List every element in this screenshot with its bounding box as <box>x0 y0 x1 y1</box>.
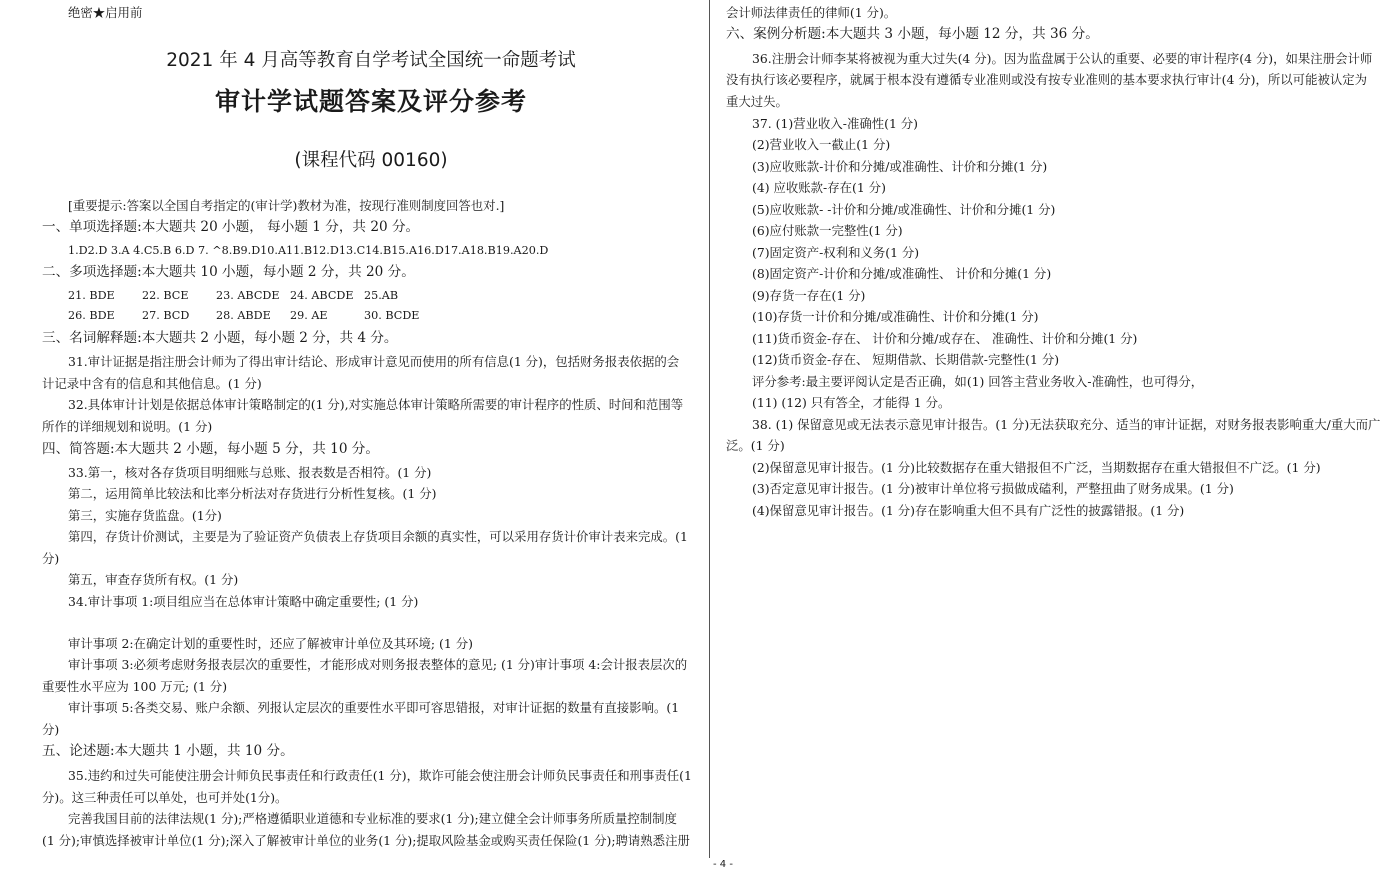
q37-item: (7)固定资产-权利和义务(1 分) <box>752 245 920 260</box>
answer-item: 30. BCDE <box>364 309 420 322</box>
q37-item: (12)货币资金-存在、 短期借款、长期借款-完整性(1 分) <box>752 352 1060 367</box>
document-title: 审计学试题答案及评分参考 <box>214 87 527 116</box>
q38-line-3: (3)否定意见审计报告。(1 分)被审计单位将亏损做成磕利，严整扭曲了财务成果。(1 分) <box>752 481 1234 496</box>
q35-line-1: 35.违约和过失可能使注册会计师负民事责任和行政责任(1 分)，欺诈可能会使注册会计师负民事责任和刑事责任(1 <box>68 768 692 783</box>
answer-item: 28. ABDE <box>216 309 271 322</box>
q36-line-1: 36.注册会计师李某将被视为重大过失(4 分)。因为监盘属于公认的重要、必要的审计程序(4 分)，如果注册会计师 <box>752 51 1373 66</box>
answer-item: 21. BDE <box>68 289 115 302</box>
column-divider <box>709 0 710 858</box>
q33-line-4-cont: 分) <box>42 551 60 566</box>
q37-scoring-note: 评分参考:最主要评阅认定是否正确，如(1) 回答主营业务收入-准确性，也可得分， <box>752 374 1204 389</box>
q37-item: (4) 应收账款-存在(1 分) <box>752 180 886 195</box>
course-code: (课程代码 00160) <box>294 150 448 171</box>
page-number: - 4 - <box>713 859 733 870</box>
q33-line-2: 第二，运用简单比较法和比率分析法对存货进行分析性复核。(1 分) <box>68 486 437 501</box>
q37-item: (10)存货一计价和分摊/或准确性、计价和分摊(1 分) <box>752 309 1039 324</box>
q34-line-5: 审计事项 5:各类交易、账户余额、列报认定层次的重要性水平即可容思错报，对审计证据的数量有直接影响。(1 <box>68 700 680 715</box>
section-3-heading: 三、名词解释题:本大题共 2 小题，每小题 2 分，共 4 分。 <box>42 330 398 346</box>
q38-line-1: 38. (1) 保留意见或无法表示意见审计报告。(1 分)无法获取充分、适当的审计证据，对财务报表影响重大/重大而广 <box>752 417 1381 432</box>
section-2-answers-row-2 <box>42 308 438 324</box>
q35-continuation: 会计师法律责任的律师(1 分)。 <box>726 5 897 20</box>
answer-item: 29. AE <box>290 309 328 322</box>
q36-line-3: 重大过失。 <box>726 94 788 109</box>
q34-line-3: 审计事项 3:必须考虑财务报表层次的重要性，才能形成对则务报表整体的意见; (1 分)审计事项 4:会计报表层次的 <box>68 657 688 672</box>
section-5-heading: 五、论述题:本大题共 1 小题，共 10 分。 <box>42 743 294 759</box>
answer-item: 25.AB <box>364 289 399 302</box>
q37-item: 37. (1)营业收入-准确性(1 分) <box>752 116 918 131</box>
q38-line-4: (4)保留意见审计报告。(1 分)存在影响重大但不具有广泛性的披露错报。(1 分) <box>752 503 1185 518</box>
q37-item: (3)应收账款-计价和分摊/或准确性、计价和分摊(1 分) <box>752 159 1048 174</box>
section-2-answers-row-1 <box>42 288 438 304</box>
q34-line-2: 审计事项 2:在确定计划的重要性时，还应了解被审计单位及其环境; (1 分) <box>68 636 473 651</box>
answer-item: 23. ABCDE <box>216 289 280 302</box>
q31-line-1: 31.审计证据是指注册会计师为了得出审计结论、形成审计意见而使用的所有信息(1 分)，包括财务报表依据的会 <box>68 354 680 369</box>
q35-line-2: 分)。这三种责任可以单处，也可并处(1分)。 <box>42 790 288 805</box>
q34-line-5-cont: 分) <box>42 722 60 737</box>
exam-title: 2021 年 4 月高等教育自学考试全国统一命题考试 <box>166 50 576 71</box>
q33-line-5: 第五，审查存货所有权。(1 分) <box>68 572 239 587</box>
answer-item: 24. ABCDE <box>290 289 354 302</box>
q32-line-2: 所作的详细规划和说明。(1 分) <box>42 419 213 434</box>
q33-line-4: 第四，存货计价测试，主要是为了验证资产负债表上存货项目余额的真实性，可以采用存货计价审计表来完成。(1 <box>68 529 688 544</box>
q35-line-4: (1 分);审慎选择被审计单位(1 分);深入了解被审计单位的业务(1 分);提取风险基金或购买责任保险(1 分);聘请熟悉注册 <box>42 833 690 848</box>
section-2-heading: 二、多项选择题:本大题共 10 小题，每小题 2 分，共 20 分。 <box>42 264 415 280</box>
q33-line-1: 33.第一，核对各存货项目明细账与总账、报表数是否相符。(1 分) <box>68 465 432 480</box>
q37-item: (8)固定资产-计价和分摊/或准确性、 计价和分摊(1 分) <box>752 266 1052 281</box>
q37-item: (6)应付账款一完整性(1 分) <box>752 223 903 238</box>
q32-line-1: 32.具体审计计划是依据总体审计策略制定的(1 分),对实施总体审计策略所需要的审计程序的性质、时间和范围等 <box>68 397 684 412</box>
q38-line-2: (2)保留意见审计报告。(1 分)比较数据存在重大错报但不广泛，当期数据存在重大错报但不广泛。(1 分) <box>752 460 1321 475</box>
q37-item: (5)应收账款- -计价和分摊/或准确性、计价和分摊(1 分) <box>752 202 1056 217</box>
important-notice: [重要提示:答案以全国自考指定的(审计学)教材为准，按现行准则制度回答也对.] <box>68 198 505 213</box>
section-6-heading: 六、案例分析题:本大题共 3 小题，每小题 12 分，共 36 分。 <box>726 26 1099 42</box>
q38-line-1-cont: 泛。(1 分) <box>726 438 785 453</box>
confidential-label: 绝密★启用前 <box>68 5 143 20</box>
answer-item: 27. BCD <box>142 309 190 322</box>
q34-line-3-cont: 重要性水平应为 100 万元; (1 分) <box>42 679 228 694</box>
q31-line-2: 计记录中含有的信息和其他信息。(1 分) <box>42 376 262 391</box>
q37-item: (11)货币资金-存在、 计价和分摊/或存在、 准确性、计价和分摊(1 分) <box>752 331 1138 346</box>
section-4-heading: 四、简答题:本大题共 2 小题，每小题 5 分，共 10 分。 <box>42 441 379 457</box>
q34-line-1: 34.审计事项 1:项目组应当在总体审计策略中确定重要性; (1 分) <box>68 594 419 609</box>
section-1-answers: 1.D2.D 3.A 4.C5.B 6.D 7. ^8.B9.D10.A11.B12.D13.C14.B15.A16.D17.A18.B19.A20.D <box>68 244 549 257</box>
q35-line-3: 完善我国目前的法律法规(1 分);严格遵循职业道德和专业标准的要求(1 分);建立健全会计师事务所质量控制制度 <box>68 811 677 826</box>
q37-scoring-note-cont: (11) (12) 只有答全，才能得 1 分。 <box>752 395 951 410</box>
answer-item: 26. BDE <box>68 309 115 322</box>
q36-line-2: 没有执行该必要程序，就属于根本没有遵循专业准则或没有按专业准则的基本要求执行审计(4 分)，所以可能被认定为 <box>726 72 1368 87</box>
q37-item: (2)营业收入一截止(1 分) <box>752 137 891 152</box>
section-1-heading: 一、单项选择题:本大题共 20 小题， 每小题 1 分，共 20 分。 <box>42 219 420 235</box>
q37-item: (9)存货一存在(1 分) <box>752 288 866 303</box>
answer-item: 22. BCE <box>142 289 189 302</box>
q33-line-3: 第三，实施存货监盘。(1分) <box>68 508 222 523</box>
